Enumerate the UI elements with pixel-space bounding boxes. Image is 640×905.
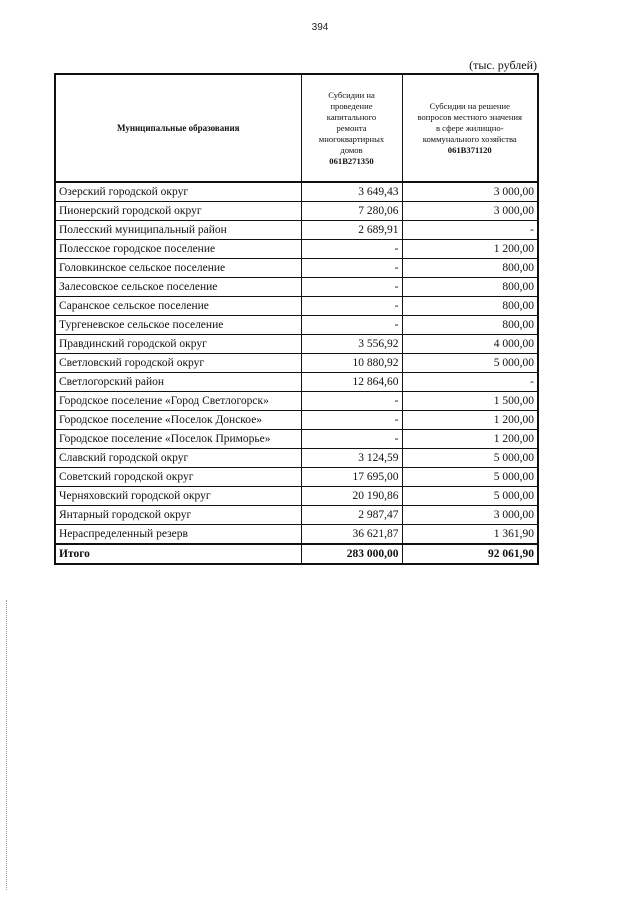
total-value-1: 283 000,00 [301,544,402,564]
row-name: Городское поселение «Поселок Донское» [55,411,301,430]
table-row [55,278,538,297]
header-capital-repair [301,74,402,182]
header-line: коммунального хозяйства [422,133,517,144]
row-value-1: - [301,278,402,297]
row-name: Городское поселение «Город Светлогорск» [55,392,301,411]
row-name: Пионерский городской округ [55,202,301,221]
row-value-2: 800,00 [402,259,538,278]
row-value-2: 1 500,00 [402,392,538,411]
header-housing-utilities [402,74,538,182]
table-row [55,411,538,430]
row-name: Светлогорский район [55,373,301,392]
table-row [55,392,538,411]
row-name: Нераспределенный резерв [55,525,301,545]
table-header-row [55,74,538,182]
subsidy-table [54,73,539,565]
row-value-2: - [402,221,538,240]
table-row [55,316,538,335]
header-line: проведение [330,100,373,111]
row-value-2: 800,00 [402,278,538,297]
table-row [55,449,538,468]
row-value-1: 3 556,92 [301,335,402,354]
header-code: 061B271350 [329,155,374,166]
total-value-2: 92 061,90 [402,544,538,564]
table-row [55,487,538,506]
row-value-2: 5 000,00 [402,468,538,487]
row-name: Полесский муниципальный район [55,221,301,240]
table-row [55,259,538,278]
table-row [55,525,538,545]
header-line: вопросов местного значения [417,111,522,122]
total-label: Итого [55,544,301,564]
row-name: Городское поселение «Поселок Приморье» [55,430,301,449]
table-row [55,202,538,221]
row-value-1: 2 689,91 [301,221,402,240]
row-value-2: 5 000,00 [402,354,538,373]
row-value-1: - [301,430,402,449]
table-row [55,221,538,240]
row-value-1: 20 190,86 [301,487,402,506]
row-name: Советский городской округ [55,468,301,487]
row-value-1: 3 649,43 [301,182,402,202]
row-value-1: 36 621,87 [301,525,402,545]
row-value-2: - [402,373,538,392]
row-value-2: 5 000,00 [402,449,538,468]
header-code: 061B371120 [447,144,492,155]
row-name: Янтарный городской округ [55,506,301,525]
row-name: Озерский городской округ [55,182,301,202]
table-row [55,506,538,525]
page-number: 394 [311,22,329,33]
table-row [55,182,538,202]
header-municipalities: Муниципальные образования [55,74,301,182]
row-name: Светловский городской округ [55,354,301,373]
row-value-2: 3 000,00 [402,506,538,525]
row-value-1: - [301,411,402,430]
binding-margin-line [6,600,7,890]
row-value-2: 5 000,00 [402,487,538,506]
row-value-2: 1 361,90 [402,525,538,545]
header-line: Субсидии на решение [429,100,510,111]
table-row [55,468,538,487]
row-value-2: 1 200,00 [402,430,538,449]
row-name: Полесское городское поселение [55,240,301,259]
table-row [55,240,538,259]
row-value-2: 800,00 [402,297,538,316]
header-line: ремонта [336,122,367,133]
units-label: (тыс. рублей) [469,58,537,72]
total-row [55,544,538,564]
row-name: Залесовское сельское поселение [55,278,301,297]
row-value-2: 1 200,00 [402,240,538,259]
row-value-1: - [301,259,402,278]
table-row [55,354,538,373]
row-value-1: 2 987,47 [301,506,402,525]
table-row [55,373,538,392]
header-line: многоквартирных [318,133,385,144]
row-name: Черняховский городской округ [55,487,301,506]
table-row [55,335,538,354]
row-value-2: 3 000,00 [402,202,538,221]
row-name: Саранское сельское поселение [55,297,301,316]
row-value-1: - [301,316,402,335]
row-value-2: 3 000,00 [402,182,538,202]
row-value-1: 17 695,00 [301,468,402,487]
header-line: домов [340,144,363,155]
row-value-1: 3 124,59 [301,449,402,468]
row-value-1: - [301,392,402,411]
row-value-1: - [301,240,402,259]
row-value-1: 7 280,06 [301,202,402,221]
row-name: Головкинское сельское поселение [55,259,301,278]
row-name: Тургеневское сельское поселение [55,316,301,335]
table-row [55,430,538,449]
row-value-1: 12 864,60 [301,373,402,392]
row-name: Славский городской округ [55,449,301,468]
row-value-2: 800,00 [402,316,538,335]
row-value-2: 4 000,00 [402,335,538,354]
header-line: в сфере жилищно- [435,122,504,133]
row-value-1: - [301,297,402,316]
table-row [55,297,538,316]
header-line: капитального [326,111,377,122]
header-line: Субсидии на [328,89,375,100]
row-name: Правдинский городской округ [55,335,301,354]
row-value-2: 1 200,00 [402,411,538,430]
row-value-1: 10 880,92 [301,354,402,373]
